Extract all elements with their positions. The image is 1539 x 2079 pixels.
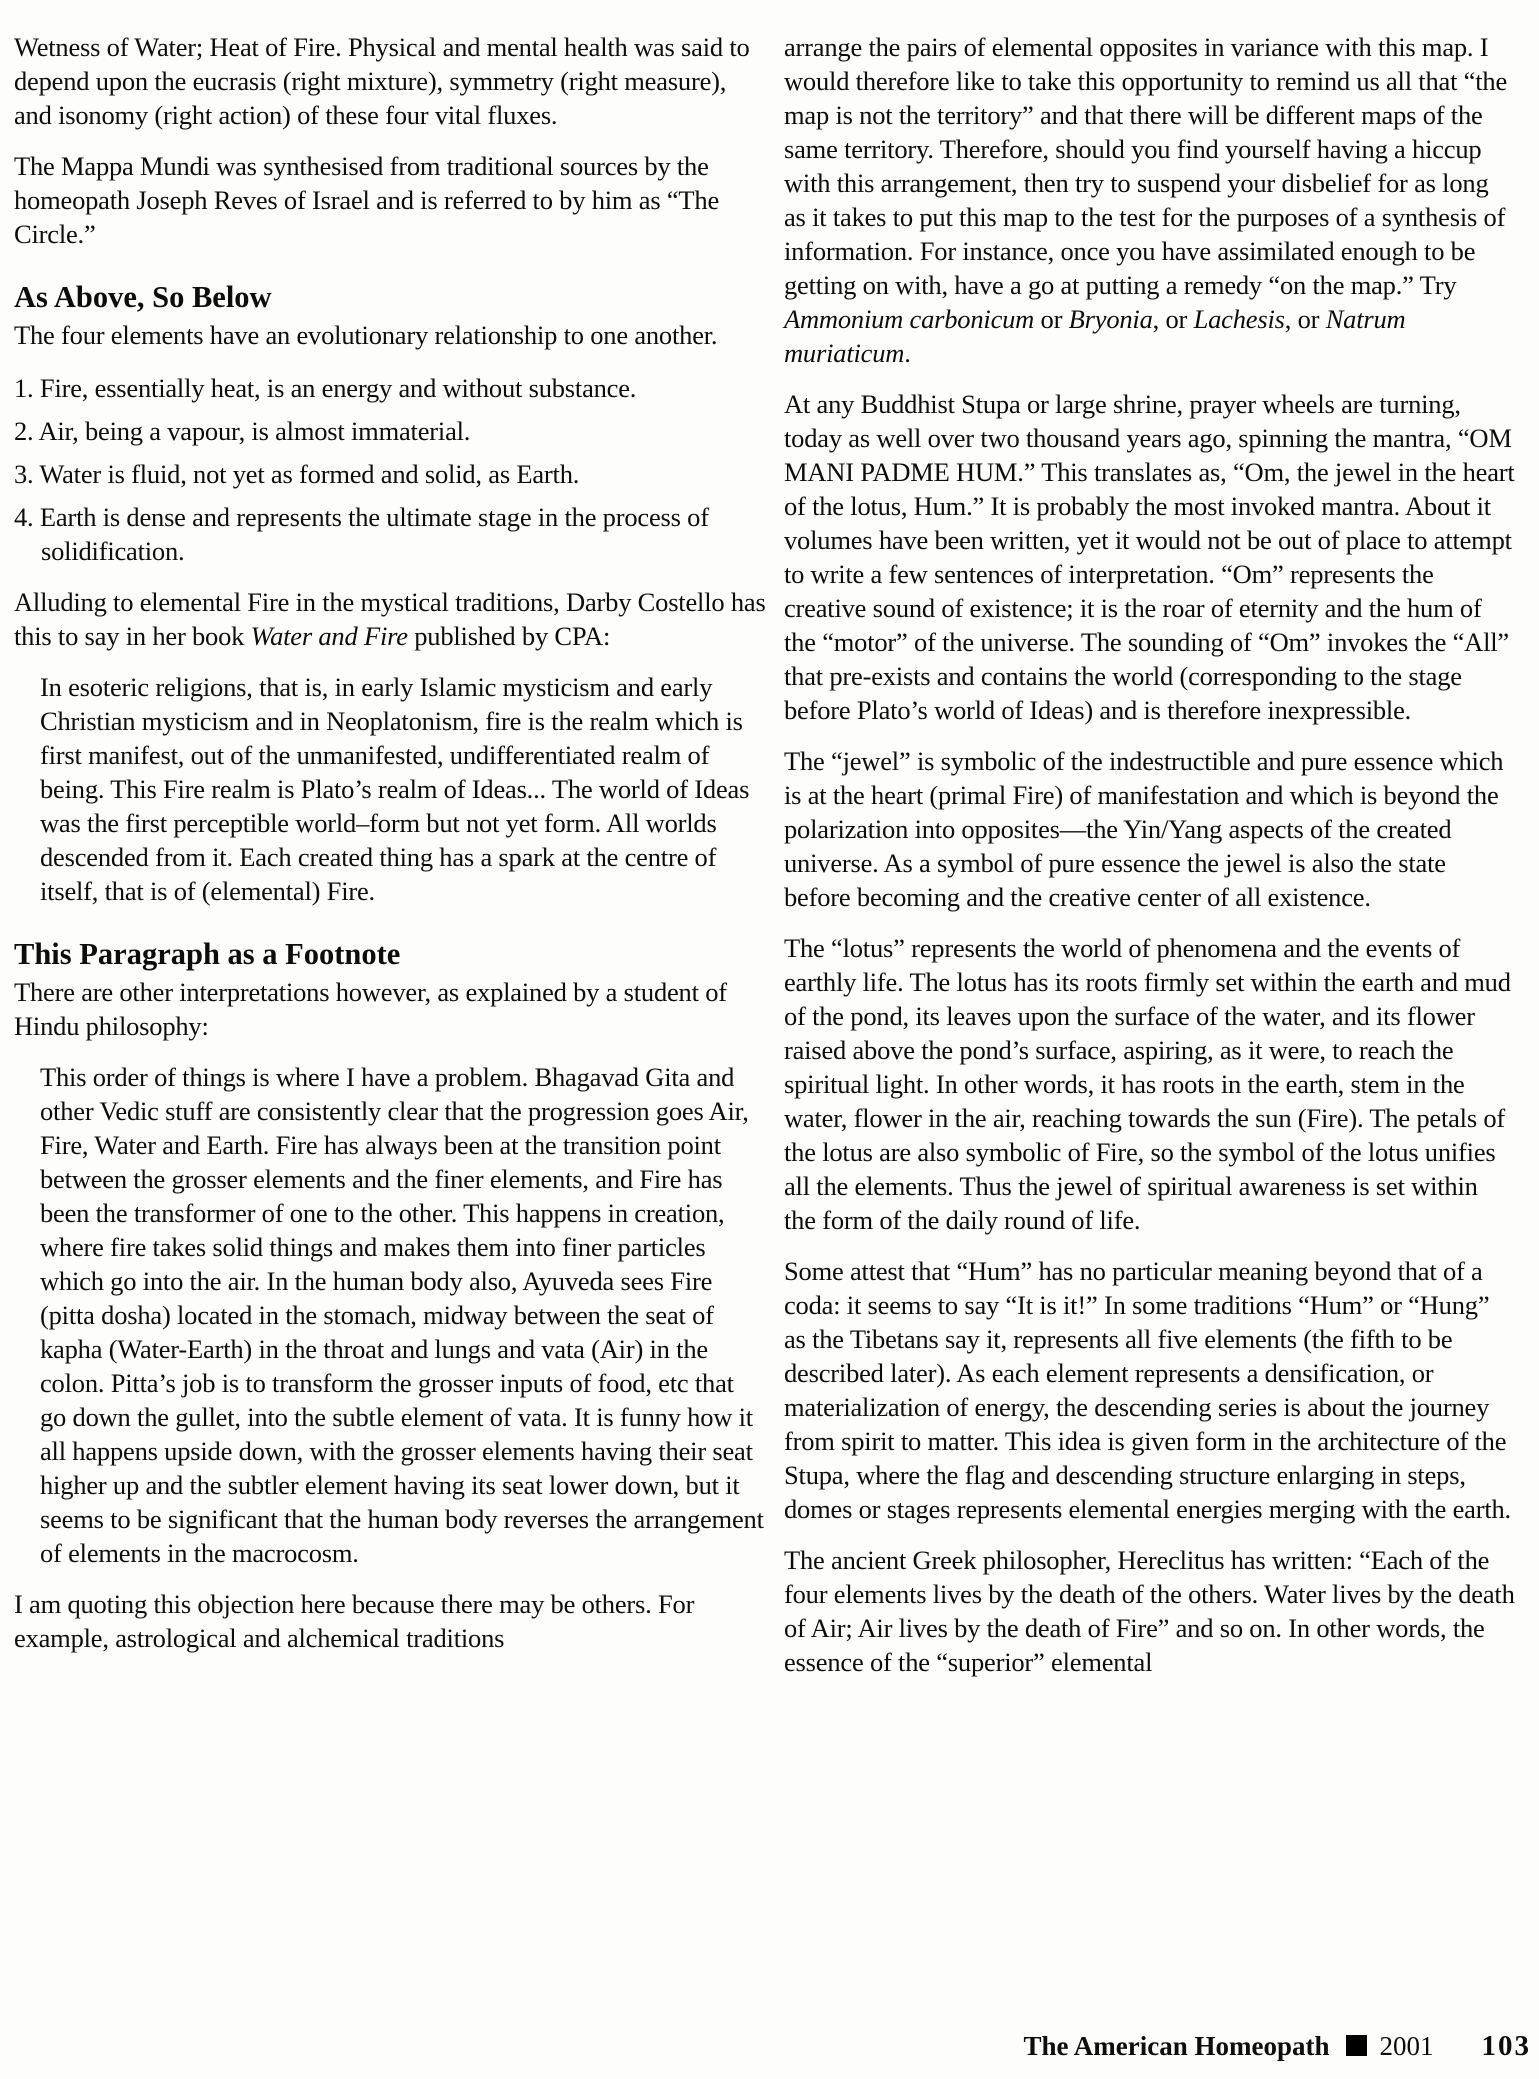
left-column	[14, 30, 766, 1696]
journal-title: The American Homeopath	[1023, 2031, 1330, 2061]
section-heading: This Paragraph as a Footnote	[14, 937, 401, 971]
paragraph: At any Buddhist Stupa or large shrine, prayer wheels are turning, today as well over two thousand years ago, spinning the mantra, “OM MANI PADME HUM.” This translates as, “Om, the jewel in the heart of the lotus, Hum.” It is probably the most invoked mantra. About it volumes have been written, yet it would not be out of place to attempt to write a few sentences of interpretation. “Om” represents the creative sound of existence; it is the roar of eternity and the hum of the “motor” of the universe. The sounding of “Om” invokes the “All” that pre-exists and contains the world (corresponding to the stage before Plato’s world of Ideas) and is therefore inexpressible.	[784, 389, 1515, 725]
list-item: 1. Fire, essentially heat, is an energy and without substance.	[14, 373, 637, 403]
paragraph: The Mappa Mundi was synthesised from traditional sources by the homeopath Joseph Reves of Israel and is referred to by him as “The Circle.”	[14, 151, 720, 249]
quote: This order of things is where I have a problem. Bhagavad Gita and other Vedic stuff are consistently clear that the progression goes Air, Fire, Water and Earth. Fire has always been at the transition point between the grosser elements and the finer elements, and Fire has been the transformer of one to the other. This happens in creation, where fire takes solid things and makes them into finer particles which go into the air. In the human body also, Ayuveda sees Fire (pitta dosha) located in the stomach, midway between the seat of kapha (Water-Earth) in the throat and lungs and vata (Air) in the colon. Pitta’s job is to transform the grosser inputs of food, etc that go down the gullet, into the subtle element of vata. It is funny how it all happens upside down, with the grosser elements having their seat higher up and the subtler element having its seat lower down, but it seems to be significant that the human body reverses the arrangement of elements in the macrocosm.	[40, 1062, 764, 1568]
paragraph: The “lotus” represents the world of phenomena and the events of earthly life. The lotus has its roots firmly set within the earth and mud of the pond, its leaves upon the surface of the water, and its flower raised above the pond’s surface, aspiring, as it were, to reach the spiritual light. In other words, it has roots in the earth, stem in the water, flower in the air, reaching towards the sun (Fire). The petals of the lotus are also symbolic of Fire, so the symbol of the lotus unifies all the elements. Thus the jewel of spiritual awareness is set within the form of the daily round of life.	[784, 933, 1511, 1235]
right-column	[784, 30, 1515, 1696]
list-item: 4. Earth is dense and represents the ultimate stage in the process of solidification.	[14, 502, 709, 566]
publication-year: 2001	[1379, 2031, 1434, 2061]
paragraph: I am quoting this objection here because there may be others. For example, astrological and alchemical traditions	[14, 1589, 695, 1653]
paragraph: The ancient Greek philosopher, Hereclitus has written: “Each of the four elements lives by the death of the others. Water lives by the death of Air; Air lives by the death of Fire” and so on. In other words, the essence of the “superior” elemental	[784, 1545, 1515, 1677]
paragraph: Wetness of Water; Heat of Fire. Physical and mental health was said to depend upon the eucrasis (right mixture), symmetry (right measure), and isonomy (right action) of these four vital fluxes.	[14, 32, 750, 130]
quote: In esoteric religions, that is, in early Islamic mysticism and early Christian mysticism and in Neoplatonism, fire is the realm which is first manifest, out of the unmanifested, undifferentiated realm of being. This Fire realm is Plato’s realm of Ideas... The world of Ideas was the first perceptible world–form but not yet form. All worlds descended from it. Each created thing has a spark at the centre of itself, that is of (elemental) Fire.	[40, 672, 750, 906]
paragraph: The “jewel” is symbolic of the indestructible and pure essence which is at the heart (primal Fire) of manifestation and which is beyond the polarization into opposites—the Yin/Yang aspects of the created universe. As a symbol of pure essence the jewel is also the state before becoming and the creative center of all existence.	[784, 746, 1504, 912]
page-number: 103	[1481, 2030, 1531, 2062]
list-item: 3. Water is fluid, not yet as formed and solid, as Earth.	[14, 459, 580, 489]
paragraph: The four elements have an evolutionary relationship to one another.	[14, 320, 718, 350]
section-heading: As Above, So Below	[14, 280, 272, 314]
page-footer	[1024, 2031, 1531, 2061]
paragraph: Alluding to elemental Fire in the mystical traditions, Darby Costello has this to say in her book Water and Fire published by CPA:	[14, 587, 766, 651]
square-bullet-icon	[1346, 2035, 1367, 2056]
paragraph: There are other interpretations however, as explained by a student of Hindu philosophy:	[14, 977, 727, 1041]
paragraph: Some attest that “Hum” has no particular meaning beyond that of a coda: it seems to say “It is it!” In some traditions “Hum” or “Hung” as the Tibetans say it, represents all five elements (the fifth to be described later). As each element represents a densification, or materialization of energy, the descending series is about the journey from spirit to matter. This idea is given form in the architecture of the Stupa, where the flag and descending structure enlarging in steps, domes or stages represents elemental energies merging with the earth.	[784, 1256, 1511, 1524]
list-item: 2. Air, being a vapour, is almost immaterial.	[14, 416, 471, 446]
paragraph: arrange the pairs of elemental opposites in variance with this map. I would therefore like to take this opportunity to remind us all that “the map is not the territory” and that there will be different maps of the same territory. Therefore, should you find yourself having a hiccup with this arrangement, then try to suspend your disbelief for as long as it takes to put this map to the test for the purposes of a synthesis of information. For instance, once you have assimilated enough to be getting on with, have a go at putting a remedy “on the map.” Try Ammonium carbonicum or Bryonia, or Lachesis, or Natrum muriaticum.	[784, 32, 1508, 368]
